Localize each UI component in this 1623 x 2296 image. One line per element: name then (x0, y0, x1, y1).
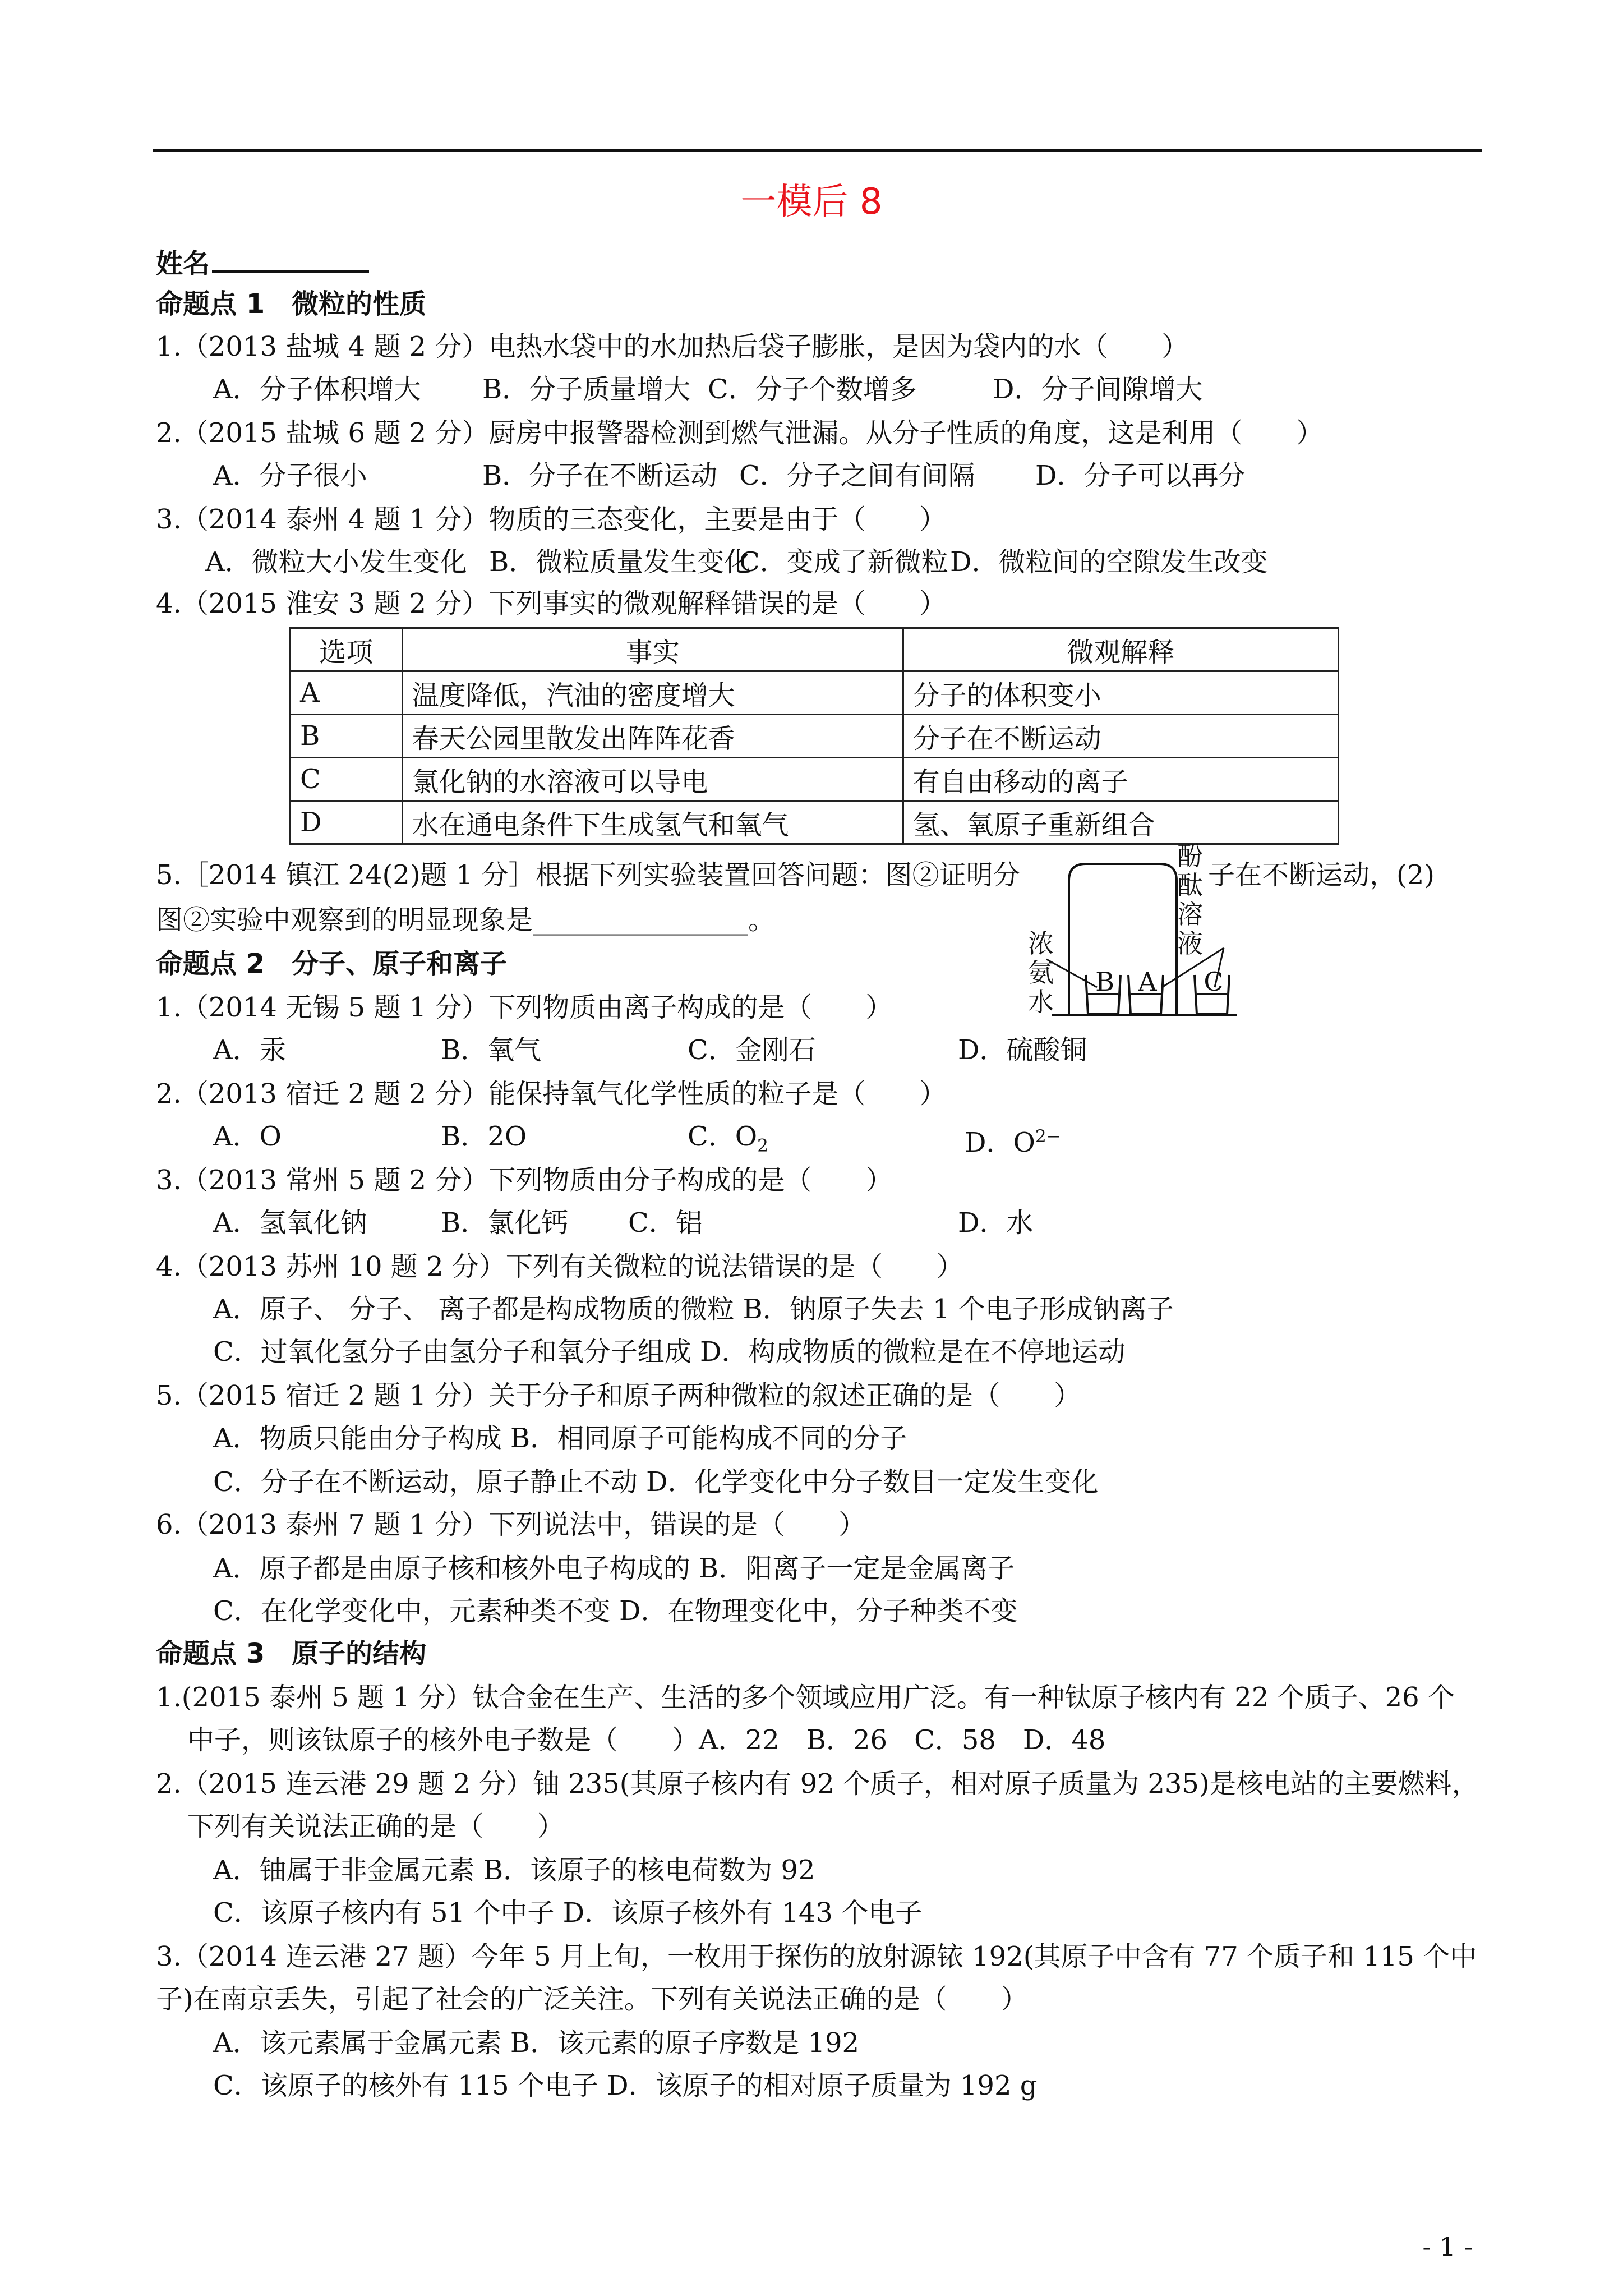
s3-q2-option-line-1: A．铀属于非金属元素 B．该原子的核电荷数为 92 (213, 1855, 815, 1886)
table-cell: 水在通电条件下生成氢气和氧气 (402, 801, 903, 844)
facts-table (289, 627, 1339, 845)
table-cell: 分子的体积变小 (903, 671, 1338, 715)
s2-q1-option-c: C．金刚石 (688, 1034, 816, 1066)
s2-q2-option-b: B．2O (441, 1121, 527, 1152)
s3-q3-option-line-2: C．该原子的核外有 115 个电子 D．该原子的相对原子质量为 192 g (213, 2070, 1038, 2101)
apparatus-drawing (1030, 847, 1243, 1027)
table-cell: 分子在不断运动 (903, 715, 1338, 758)
header-rule (153, 149, 1482, 152)
s2-q3-option-a: A．氢氧化钠 (213, 1207, 367, 1239)
s1-q5-stem-b: 子在不断运动，(2) (1208, 859, 1435, 891)
s2-q2-option-a: A．O (213, 1121, 282, 1152)
s2-q1-option-d: D．硫酸铜 (958, 1034, 1087, 1066)
s1-q1-option-d: D．分子间隙增大 (993, 374, 1203, 405)
table-row (291, 801, 1339, 844)
s2-q3-stem: 3.（2013 常州 5 题 2 分）下列物质由分子构成的是（ ） (156, 1165, 893, 1196)
beaker-label-b: B (1095, 967, 1114, 997)
s2-q1-option-b: B．氧气 (441, 1034, 542, 1066)
table-header-cell: 事实 (402, 628, 903, 671)
s2-q6-stem: 6.（2013 泰州 7 题 1 分）下列说法中，错误的是（ ） (156, 1509, 866, 1540)
table-header-cell: 选项 (291, 628, 403, 671)
s3-q2-option-line-2: C．该原子核内有 51 个中子 D．该原子核外有 143 个电子 (213, 1897, 923, 1929)
s1-q3-option-d: D．微粒间的空隙发生改变 (950, 546, 1268, 578)
beaker-label-a: A (1138, 967, 1157, 997)
table-cell: C (291, 758, 403, 801)
phenolphthalein-label: 酚酞溶液 (1177, 841, 1203, 959)
s1-q3-option-c: C．变成了新微粒 (739, 546, 948, 578)
s1-q3-stem: 3.（2014 泰州 4 题 1 分）物质的三态变化，主要是由于（ ） (156, 504, 947, 535)
table-cell: 温度降低，汽油的密度增大 (402, 671, 903, 715)
page-title: 一模后 8 (740, 181, 883, 223)
ammonia-diffusion-figure (1030, 847, 1243, 1027)
table-cell: 氢、氧原子重新组合 (903, 801, 1338, 844)
table-row (291, 671, 1339, 715)
section-1-heading: 命题点 1 微粒的性质 (156, 288, 427, 320)
s3-q3-line-2: 子)在南京丢失，引起了社会的广泛关注。下列有关说法正确的是（ ） (156, 1984, 1028, 2015)
s1-q2-stem: 2.（2015 盐城 6 题 2 分）厨房中报警器检测到燃气泄漏。从分子性质的角度，这是利用（ ） (156, 417, 1324, 449)
s3-q2-line-1: 2.（2015 连云港 29 题 2 分）铀 235(其原子核内有 92 个质子，相对原子质量为 235)是核电站的主要燃料， (156, 1768, 1479, 1800)
s2-q2-option-d: D．$O^{2-}$ (965, 1126, 1061, 1158)
table-cell: 有自由移动的离子 (903, 758, 1338, 801)
s1-q2-option-a: A．分子很小 (213, 460, 367, 491)
s2-q3-option-b: B．氯化钙 (441, 1207, 569, 1239)
table-cell: 春天公园里散发出阵阵花香 (402, 715, 903, 758)
s2-q4-line-1: A．原子、 分子、 离子都是构成物质的微粒 B．钠原子失去 1 个电子形成钠离子 (213, 1294, 1174, 1325)
s2-q2-option-c: C．$O_2$ (688, 1121, 768, 1156)
s1-q1-option-c: C．分子个数增多 (708, 374, 917, 405)
section-3-heading: 命题点 3 原子的结构 (156, 1638, 427, 1669)
s2-q5-line-1: A．物质只能由分子构成 B．相同原子可能构成不同的分子 (213, 1423, 907, 1454)
table-cell: D (291, 801, 403, 844)
s3-q3-option-line-1: A．该元素属于金属元素 B．该元素的原子序数是 192 (213, 2027, 860, 2059)
table-cell: A (291, 671, 403, 715)
table-cell: B (291, 715, 403, 758)
table-header-row (291, 628, 1339, 671)
page-number: - 1 - (1422, 2231, 1473, 2262)
s2-q3-option-c: C．铝 (628, 1207, 703, 1239)
s2-q5-line-2: C．分子在不断运动，原子静止不动 D．化学变化中分子数目一定发生变化 (213, 1466, 1099, 1498)
s1-q4-stem: 4.（2015 淮安 3 题 2 分）下列事实的微观解释错误的是（ ） (156, 588, 947, 619)
table-header-cell: 微观解释 (903, 628, 1338, 671)
s3-q1-line-1: 1.(2015 泰州 5 题 1 分）钛合金在生产、生活的多个领域应用广泛。有一种钛原子核内有 22 个质子、26 个 (156, 1682, 1455, 1713)
s2-q4-stem: 4.（2013 苏州 10 题 2 分）下列有关微粒的说法错误的是（ ） (156, 1251, 963, 1282)
s1-q1-stem: 1.（2013 盐城 4 题 2 分）电热水袋中的水加热后袋子膨胀，是因为袋内的水（ ） (156, 331, 1189, 362)
s3-q2-line-2: 下列有关说法正确的是（ ） (187, 1811, 565, 1842)
s2-q5-stem: 5.（2015 宿迁 2 题 1 分）关于分子和原子两种微粒的叙述正确的是（ ） (156, 1380, 1081, 1411)
s1-q3-option-a: A．微粒大小发生变化 (205, 546, 467, 578)
s2-q4-line-2: C．过氧化氢分子由氢分子和氧分子组成 D．构成物质的微粒是在不停地运动 (213, 1336, 1126, 1368)
s1-q5-stem-a: 5.［2014 镇江 24(2)题 1 分］根据下列实验装置回答问题：图②证明分 (156, 859, 1020, 891)
s1-q3-option-b: B．微粒质量发生变化 (489, 546, 751, 578)
s2-q2-stem: 2.（2013 宿迁 2 题 2 分）能保持氧气化学性质的粒子是（ ） (156, 1078, 947, 1110)
s1-q2-option-b: B．分子在不断运动 (482, 460, 718, 491)
s1-q5-stem-c: 图②实验中观察到的明显现象是________________。 (156, 904, 776, 936)
table-row (291, 715, 1339, 758)
beaker-label-c: C (1204, 967, 1224, 997)
table-row (291, 758, 1339, 801)
s3-q3-line-1: 3.（2014 连云港 27 题）今年 5 月上旬，一枚用于探伤的放射源铱 192(其原子中含有 77 个质子和 115 个中 (156, 1941, 1477, 1972)
name-field-label: 姓名 (156, 245, 369, 280)
s2-q6-line-2: C．在化学变化中，元素种类不变 D．在物理变化中，分子种类不变 (213, 1595, 1018, 1627)
s3-q1-line-2: 中子，则该钛原子的核外电子数是（ ）A．22 B．26 C．58 D．48 (187, 1724, 1106, 1756)
name-blank (212, 245, 369, 273)
s2-q6-line-1: A．原子都是由原子核和核外电子构成的 B．阳离子一定是金属离子 (213, 1553, 1015, 1584)
table-cell: 氯化钠的水溶液可以导电 (402, 758, 903, 801)
s2-q1-option-a: A．汞 (213, 1034, 287, 1066)
s2-q1-stem: 1.（2014 无锡 5 题 1 分）下列物质由离子构成的是（ ） (156, 992, 893, 1023)
s1-q1-option-a: A．分子体积增大 (213, 374, 421, 405)
s2-q3-option-d: D．水 (958, 1207, 1034, 1239)
section-2-heading: 命题点 2 分子、原子和离子 (156, 948, 508, 979)
s1-q2-option-d: D．分子可以再分 (1035, 460, 1246, 491)
ammonia-label: 浓氨水 (1028, 928, 1054, 1017)
s1-q2-option-c: C．分子之间有间隔 (739, 460, 975, 491)
s1-q1-option-b: B．分子质量增大 (482, 374, 691, 405)
